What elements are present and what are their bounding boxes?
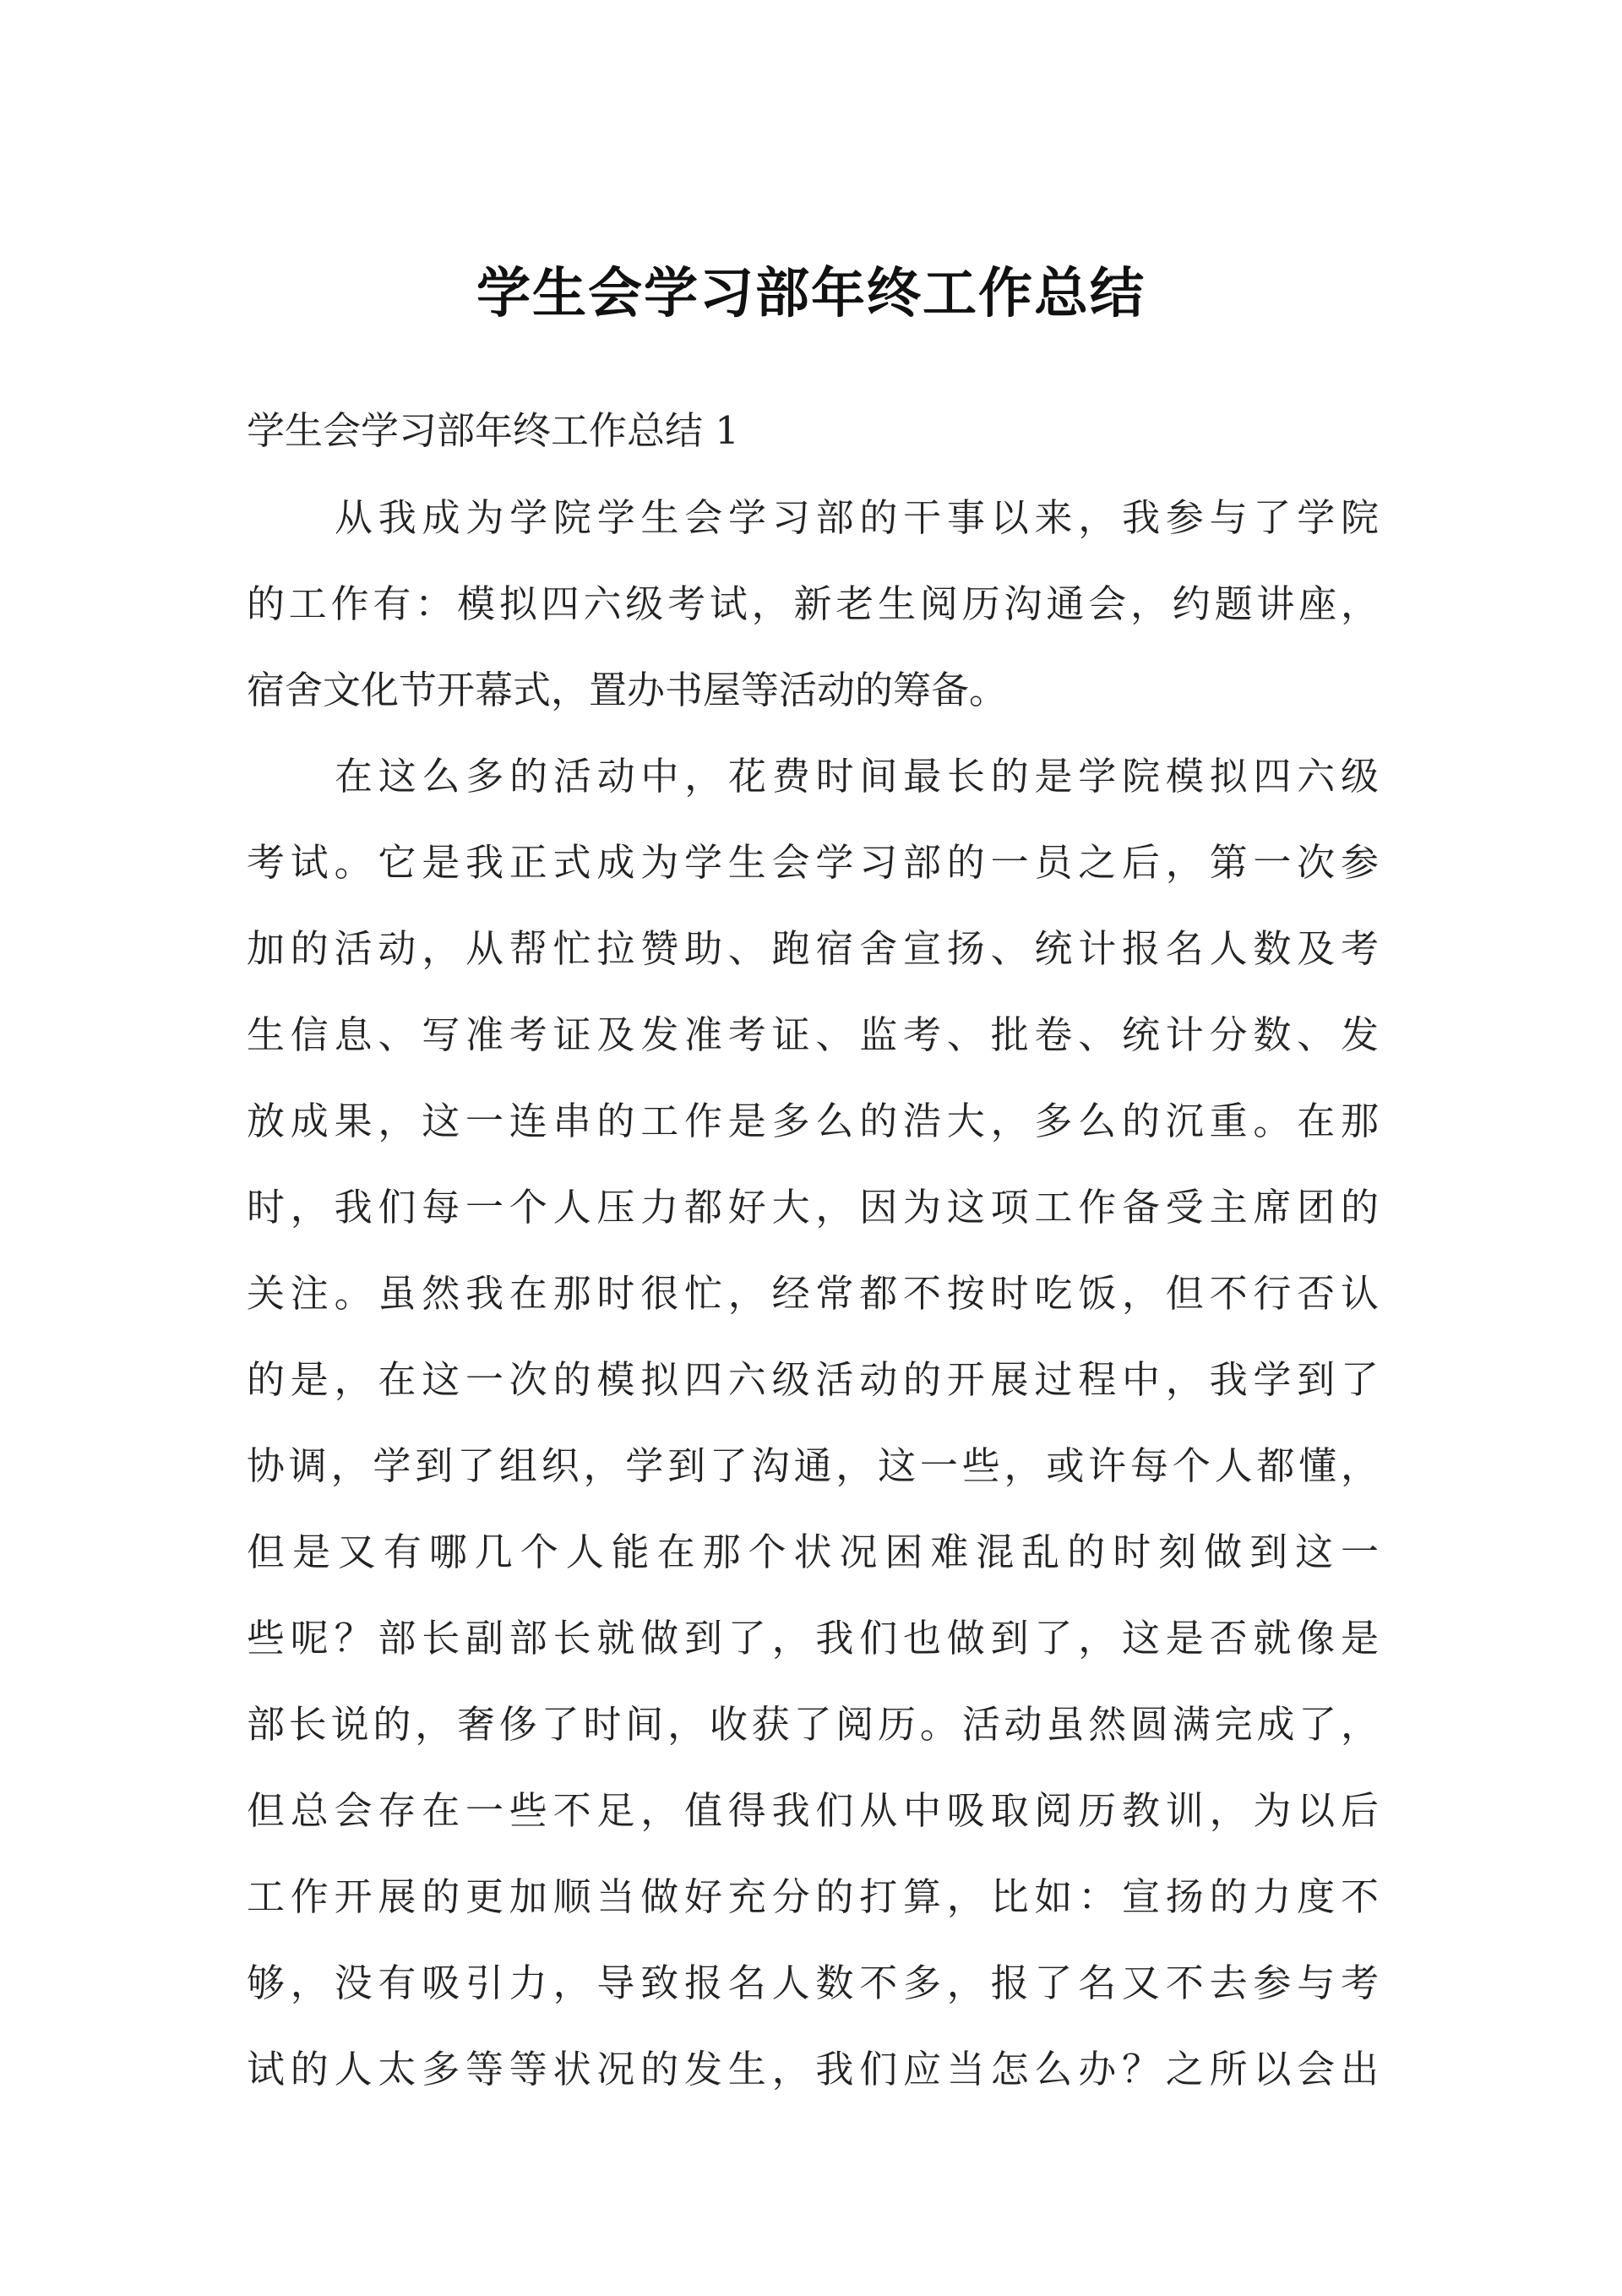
paragraph-line: 部长说的，奢侈了时间，收获了阅历。活动虽然圆满完成了，: [247, 1702, 1379, 1747]
paragraph-line: 生信息、写准考证及发准考证、监考、批卷、统计分数、发: [247, 1012, 1379, 1057]
paragraph-line: 在这么多的活动中，花费时间最长的是学院模拟四六级: [335, 754, 1379, 799]
paragraph-line: 加的活动，从帮忙拉赞助、跑宿舍宣扬、统计报名人数及考: [247, 926, 1379, 971]
paragraph-line: 关注。虽然我在那时很忙，经常都不按时吃饭，但不行否认: [247, 1271, 1379, 1316]
section-heading: 学生会学习部年终工作总结 1: [247, 408, 739, 453]
document-title: 学生会学习部年终工作总结: [476, 262, 1146, 325]
paragraph-line: 考试。它是我正式成为学生会学习部的一员之后，第一次参: [247, 840, 1379, 885]
paragraph-line: 试的人太多等等状况的发生，我们应当怎么办？之所以会出: [247, 2047, 1379, 2091]
paragraph-line: 但总会存在一些不足，值得我们从中吸取阅历教训，为以后: [247, 1788, 1379, 1833]
paragraph-line: 协调，学到了组织，学到了沟通，这一些，或许每个人都懂，: [247, 1443, 1379, 1488]
paragraph-line: 放成果，这一连串的工作是多么的浩大，多么的沉重。在那: [247, 1099, 1379, 1143]
paragraph-line: 的是，在这一次的模拟四六级活动的开展过程中，我学到了: [247, 1357, 1379, 1402]
paragraph-line: 些呢？部长副部长就做到了，我们也做到了，这是否就像是: [247, 1616, 1379, 1661]
paragraph-line: 时，我们每一个人压力都好大，因为这项工作备受主席团的: [247, 1185, 1379, 1230]
paragraph-line: 但是又有哪几个人能在那个状况困难混乱的时刻做到这一: [247, 1530, 1379, 1574]
paragraph-line: 工作开展的更加顺当做好充分的打算，比如：宣扬的力度不: [247, 1874, 1379, 1919]
paragraph-line: 宿舍文化节开幕式，置办书屋等活动的筹备。: [247, 668, 1008, 712]
paragraph-line: 够，没有吸引力，导致报名人数不多，报了名又不去参与考: [247, 1961, 1379, 2005]
paragraph-line: 从我成为学院学生会学习部的干事以来，我参与了学院: [335, 495, 1379, 540]
paragraph-line: 的工作有：模拟四六级考试，新老生阅历沟通会，约题讲座，: [247, 581, 1379, 626]
